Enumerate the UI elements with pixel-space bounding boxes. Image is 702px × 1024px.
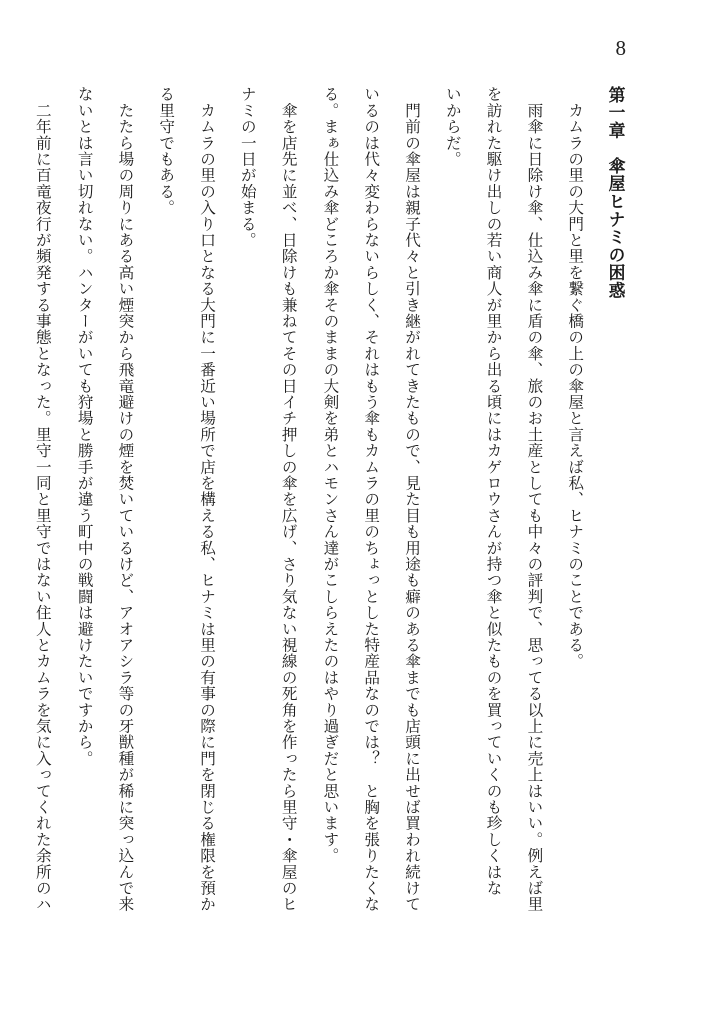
text-column: カムラの里の入り口となる大門に一番近い場所で店を構える私、ヒナミは里の有事の際に門を閉じる権限を預か [198,86,217,913]
text-column: カムラの里の大門と里を繋ぐ橋の上の傘屋と言えば私、ヒナミのことである。 [566,86,585,670]
text-column: ないとは言い切れない。ハンターがいても狩場と勝手が違う町中の戦闘は避けたいですから。 [75,86,94,767]
text-column: 門前の傘屋は親子代々と引き継がれてきたもので、見た目も用途も癖のある傘までも店頭に出せば買われ続けて [403,86,422,913]
text-column: を訪れた駆け出しの若い商人が里から出る頃にはカゲロウさんが持つ傘と似たものを買っていくのも珍しくはな [484,86,503,896]
text-column: 雨傘に日除け傘、仕込み傘に盾の傘、旅のお土産としても中々の評判で、思ってる以上に売上はいい。例えば里 [525,86,544,913]
text-column: いからだ。 [443,86,462,167]
chapter-title: 第一章 傘屋ヒナミの困惑 [606,86,626,300]
text-column: 傘を店先に並べ、日除けも兼ねてその日イチ押しの傘を広げ、さり気ない視線の死角を作ったら里守・傘屋のヒ [279,86,298,913]
text-column: 二年前に百竜夜行が頻発する事態となった。里守一同と里守ではない住人とカムラを気に入ってくれた余所のハ [33,86,52,913]
text-column: たたら場の周りにある高い煙突から飛竜避けの煙を焚いているけど、アオアシラ等の牙獣種が稀に突っ込んで来 [116,86,135,913]
text-column: いるのは代々変わらないらしく、それはもう傘もカムラの里のちょっとした特産品なのでは？ と胸を張りたくな [362,86,381,913]
vertical-text-body [22,86,636,966]
text-column: る。まぁ仕込み傘どころか傘そのままの大剣を弟とハモンさん達がこしらえたのはやり過ぎだと思います。 [321,86,340,864]
text-column: ナミの一日が始まる。 [238,86,257,248]
page-number: 8 [615,36,626,60]
text-column: る里守でもある。 [157,86,176,216]
